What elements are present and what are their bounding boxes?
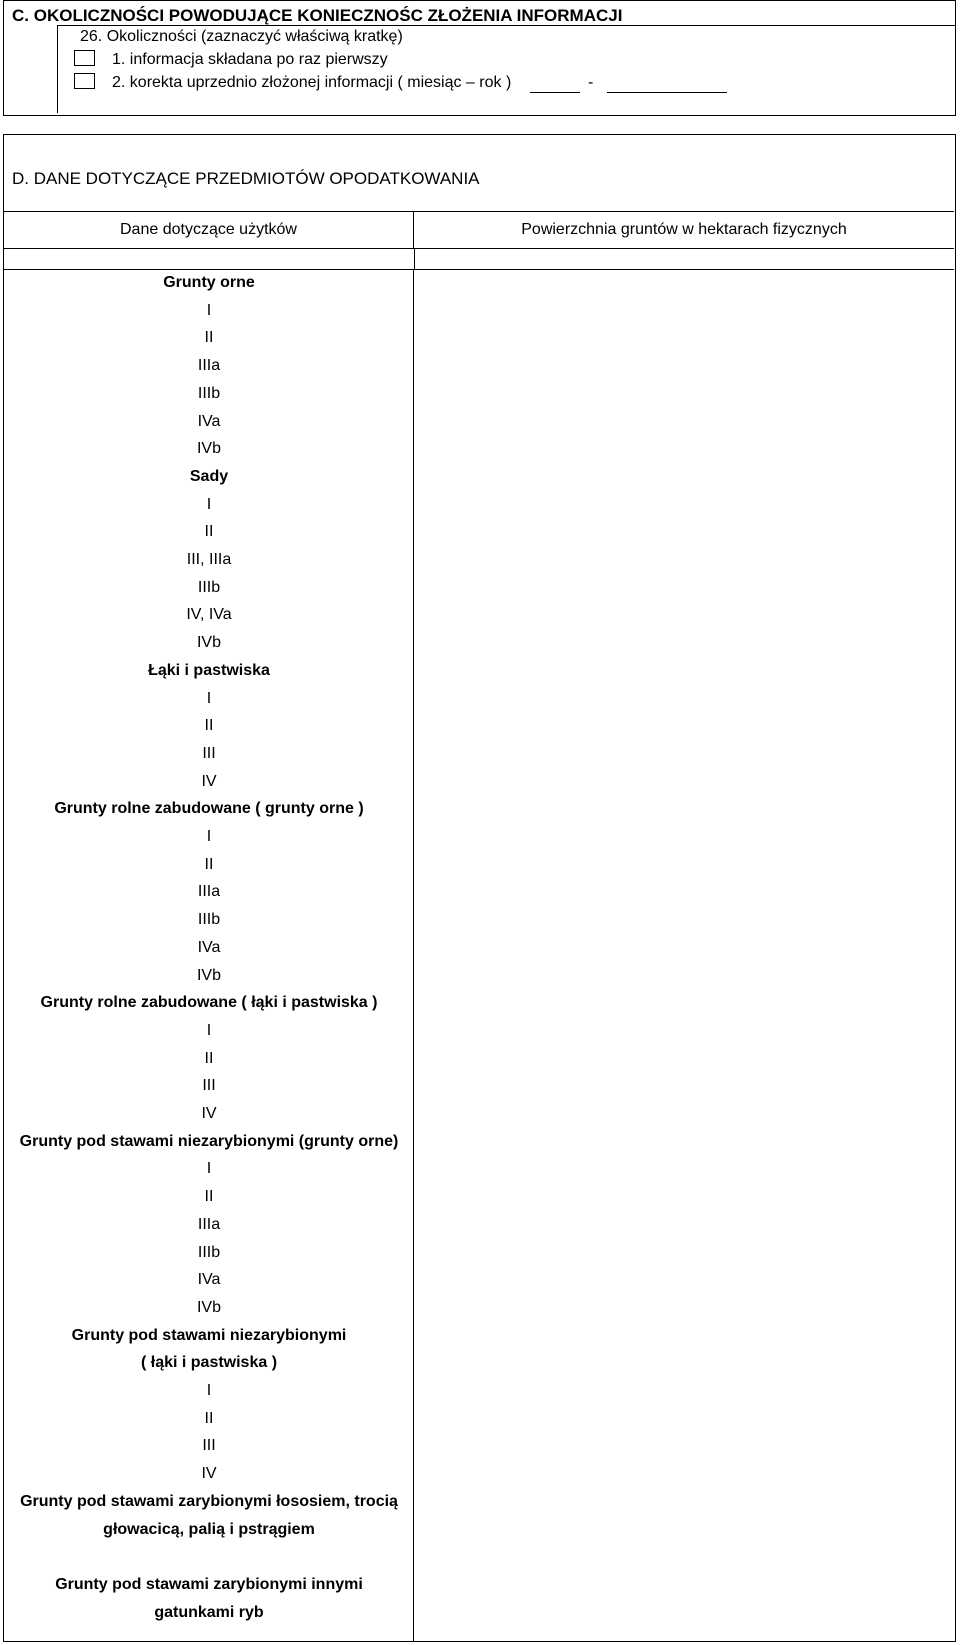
soil-class-label: IIIa [197, 883, 221, 901]
column-header-area: Powierzchnia gruntów w hektarach fizycznych [521, 221, 847, 238]
soil-class-label: I [206, 1021, 212, 1039]
soil-class-label: II [204, 329, 214, 347]
soil-class-label: IIIa [197, 357, 221, 375]
land-category-label: Grunty pod stawami zarybionymi innymi [55, 1575, 363, 1593]
year-blank-line[interactable] [607, 92, 727, 93]
item-26-label: 26. Okoliczności (zaznaczyć właściwą kratkę) [80, 28, 403, 45]
dash-separator: - [588, 74, 594, 91]
land-category-label: Grunty pod stawami niezarybionymi [71, 1326, 347, 1344]
soil-class-label: IV [201, 1105, 217, 1122]
soil-class-label: IV [201, 772, 217, 790]
section-c-title: C. OKOLICZNOŚCI POWODUJĄCE KONIECZNOŚC ZŁOŻENIA INFORMACJI [12, 6, 623, 25]
land-category-label: Grunty pod stawami niezarybionymi (grunty orne) [19, 1132, 399, 1150]
land-category-label: Grunty rolne zabudowane ( grunty orne ) [54, 800, 364, 818]
soil-class-label: III, IIIa [186, 551, 232, 568]
soil-class-label: I [206, 828, 212, 845]
soil-class-label: II [204, 717, 214, 735]
table-header-row [4, 211, 954, 249]
soil-class-label: III [202, 1437, 216, 1455]
checkbox-correction[interactable] [74, 73, 95, 89]
land-category-label: Grunty orne [163, 274, 255, 291]
checkbox-first-submission[interactable] [74, 50, 95, 66]
soil-class-label: I [206, 301, 212, 319]
section-d [3, 134, 956, 1642]
land-category-label: głowacicą, palią i pstrągiem [103, 1520, 315, 1538]
soil-class-label: IVa [197, 1271, 221, 1289]
soil-class-label: I [206, 689, 212, 707]
land-category-label: Grunty pod stawami zarybionymi łososiem, trocią [20, 1492, 398, 1510]
soil-class-label: II [204, 1409, 214, 1427]
month-blank-line[interactable] [530, 92, 580, 93]
soil-class-label: I [206, 495, 212, 513]
soil-class-label: II [204, 1188, 214, 1206]
soil-class-label: IVb [196, 440, 221, 458]
soil-class-label: IIIa [197, 1215, 221, 1233]
soil-class-label: III [202, 1077, 216, 1095]
land-category-label: Sady [189, 467, 229, 485]
table-spacer-row [4, 249, 954, 270]
soil-class-label: IIIb [197, 1243, 221, 1261]
soil-class-label: IIIb [197, 384, 221, 402]
soil-class-label: III [202, 744, 216, 762]
section-d-title: D. DANE DOTYCZĄCE PRZEDMIOTÓW OPODATKOWANIA [12, 169, 480, 188]
soil-class-label: II [204, 855, 214, 873]
option-correction-label: 2. korekta uprzednio złożonej informacji ( miesiąc – rok ) [112, 74, 512, 91]
land-category-label: Grunty rolne zabudowane ( łąki i pastwiska ) [40, 994, 378, 1012]
soil-class-label: IV, IVa [186, 606, 232, 624]
soil-class-label: IVb [196, 634, 221, 652]
soil-class-label: IIIb [197, 578, 221, 596]
option-first-submission-label: 1. informacja składana po raz pierwszy [112, 51, 388, 68]
section-c [3, 0, 956, 116]
soil-class-label: IVa [197, 412, 221, 430]
column-header-land-use: Dane dotyczące użytków [4, 212, 414, 248]
land-category-label: Łąki i pastwiska [148, 661, 270, 679]
land-category-label: ( łąki i pastwiska ) [140, 1354, 278, 1372]
soil-class-label: IVa [197, 938, 221, 956]
soil-class-label: II [204, 523, 214, 541]
soil-class-label: IVb [196, 966, 221, 984]
soil-class-label: IIIb [197, 911, 221, 929]
soil-class-label: I [206, 1382, 212, 1399]
land-use-column [4, 270, 414, 1641]
soil-class-label: I [206, 1160, 212, 1178]
soil-class-label: II [204, 1049, 214, 1067]
soil-class-label: IVb [196, 1298, 221, 1316]
land-category-label: gatunkami ryb [154, 1603, 264, 1621]
soil-class-label: IV [201, 1465, 217, 1483]
